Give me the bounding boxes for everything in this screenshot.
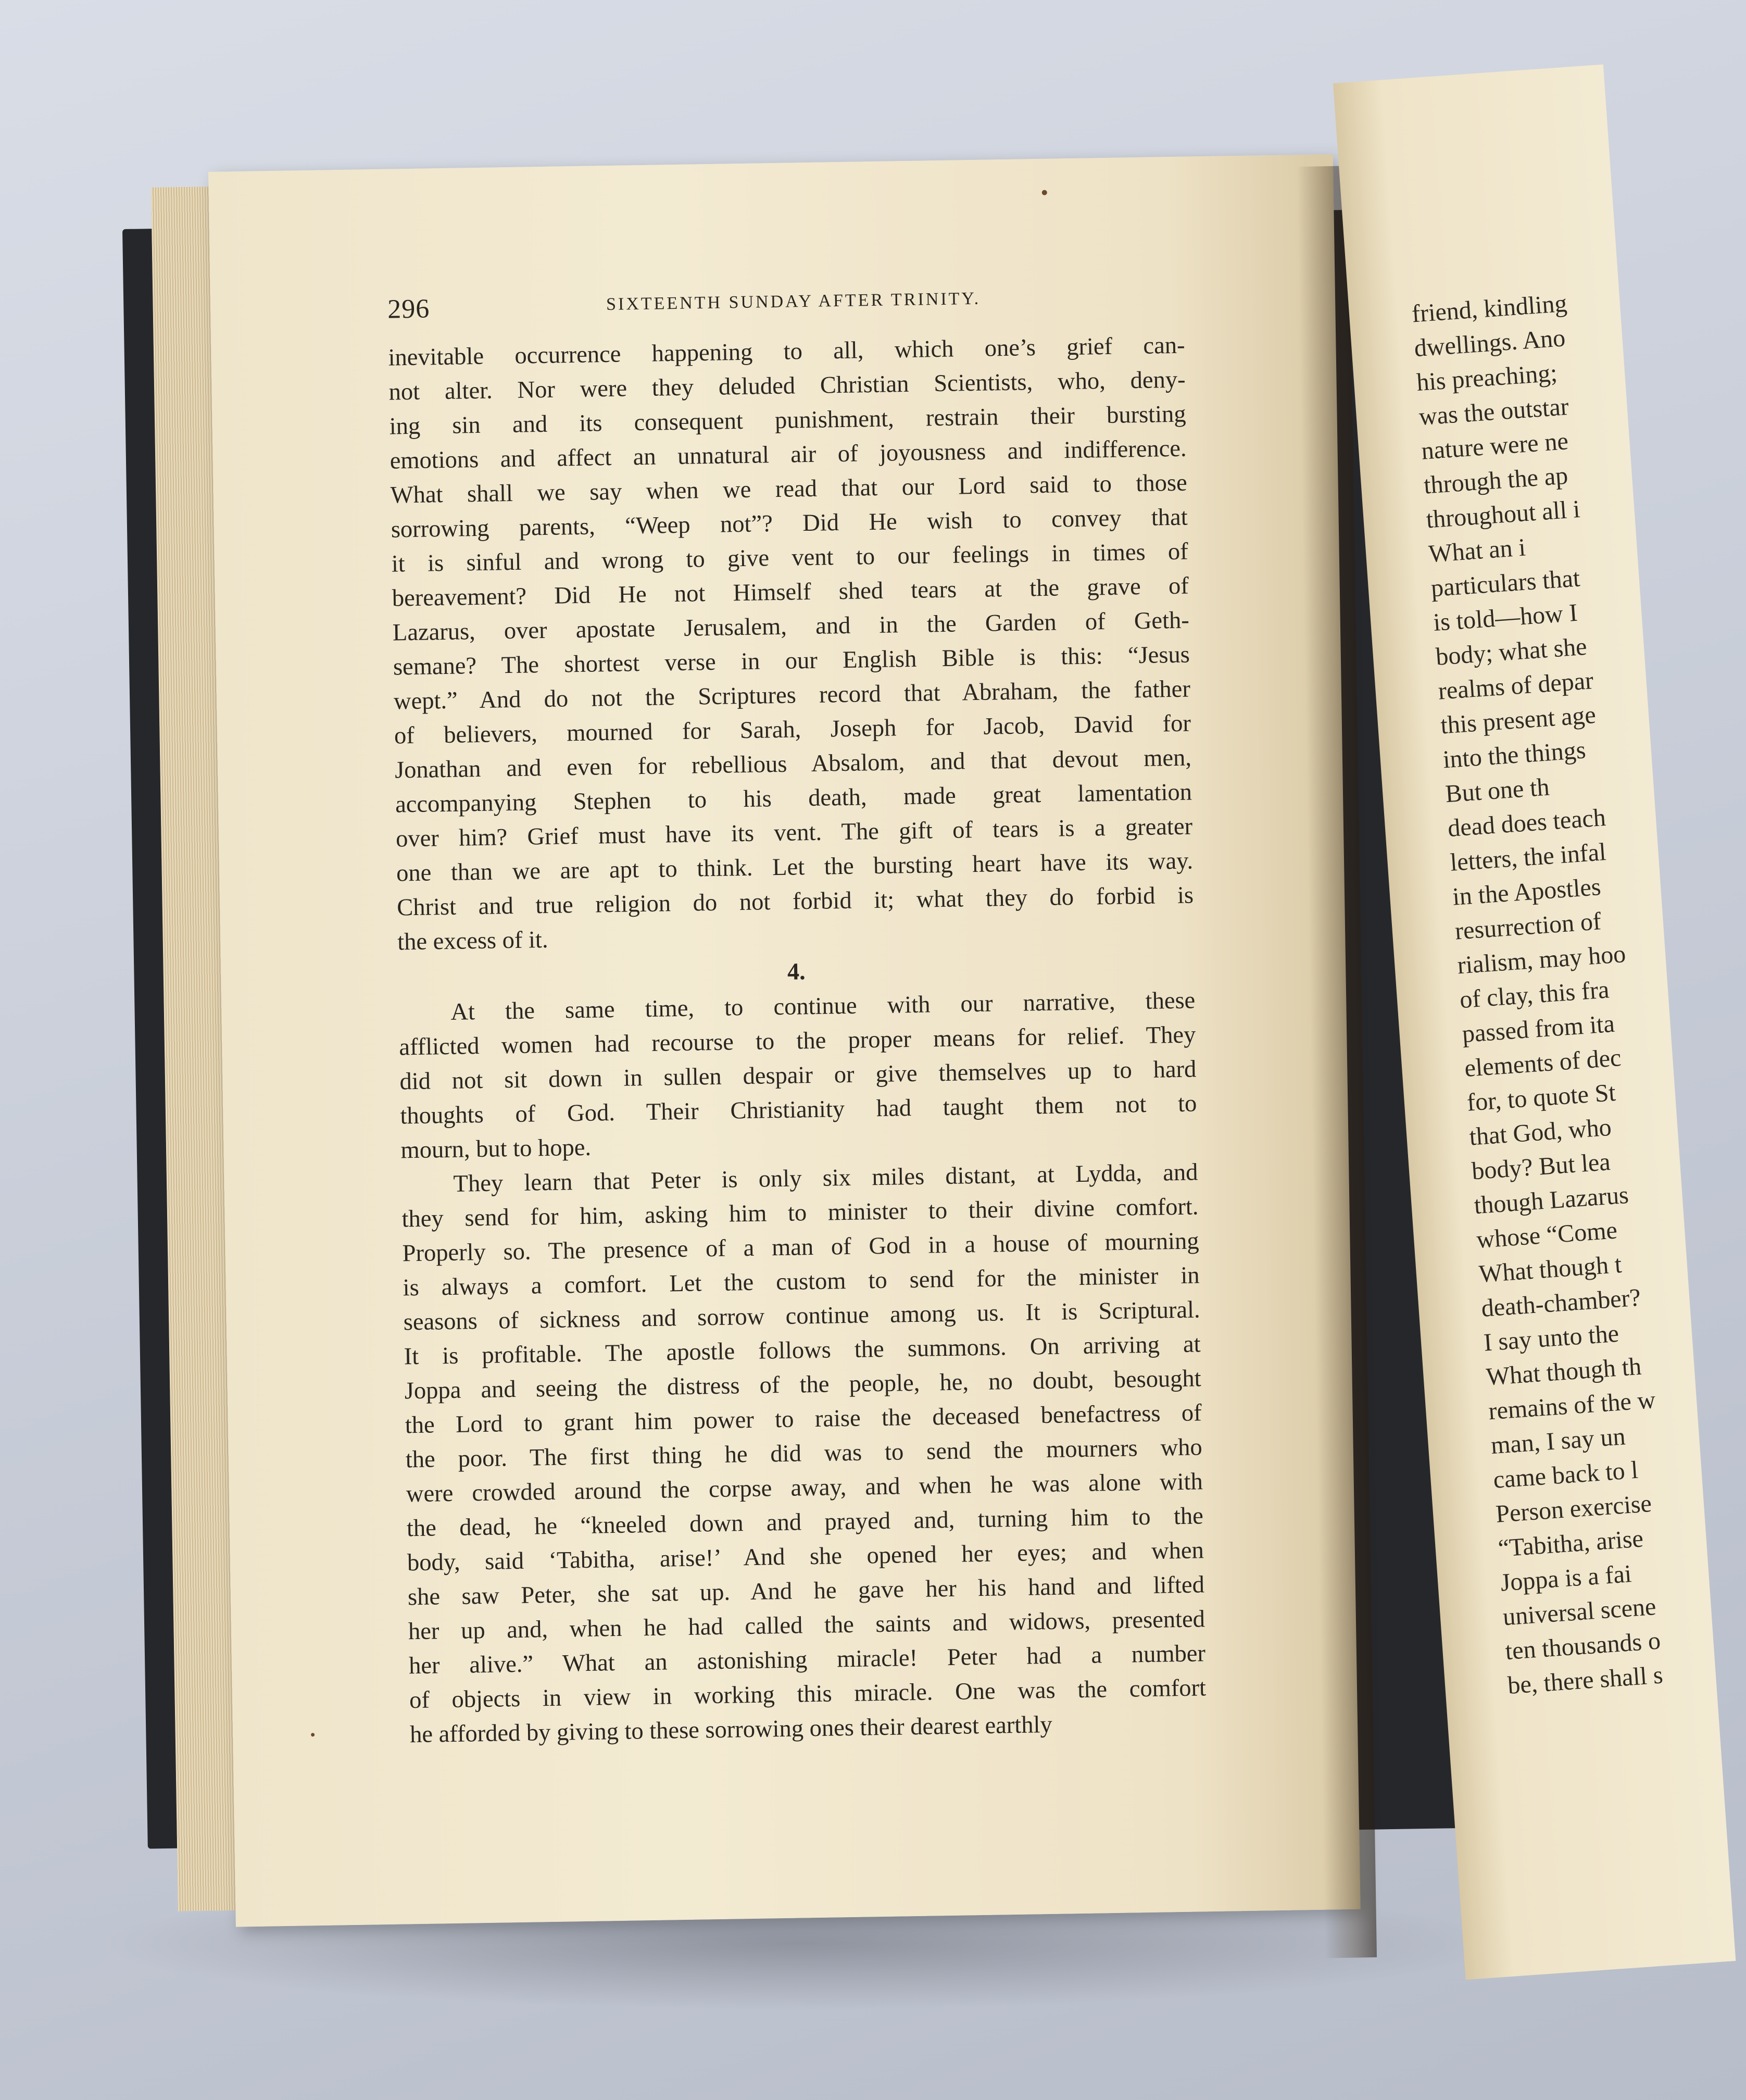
paragraph bbox=[388, 329, 1194, 960]
right-text-line: Joppa is a fai bbox=[1499, 1560, 1632, 1597]
body-text bbox=[388, 329, 1207, 1753]
paragraph bbox=[401, 1155, 1207, 1752]
right-text-line: of clay, this fra bbox=[1459, 976, 1610, 1014]
right-text-line: What though t bbox=[1478, 1250, 1623, 1288]
text-line: afflicted women had recourse to the proper means for relief. They bbox=[399, 1021, 1196, 1061]
text-line: Christ and true religion do not forbid it; what they do forbid is bbox=[396, 882, 1194, 921]
page-number: 296 bbox=[387, 294, 430, 324]
right-text-line: though Lazarus bbox=[1473, 1181, 1630, 1220]
right-text-line: dwellings. Ano bbox=[1413, 324, 1566, 362]
text-line: they send for him, asking him to minister to their divine comfort. bbox=[401, 1193, 1199, 1233]
right-text-line: for, to quote St bbox=[1466, 1078, 1617, 1117]
right-text-line: Person exercise bbox=[1494, 1490, 1653, 1528]
right-text-line: throughout all i bbox=[1425, 495, 1581, 534]
right-text-line: nature were ne bbox=[1420, 427, 1569, 465]
right-text-line: body? But lea bbox=[1471, 1147, 1612, 1185]
right-text-line: What an i bbox=[1427, 533, 1527, 568]
right-text-line: remains of the w bbox=[1487, 1386, 1656, 1426]
text-line: of believers, mourned for Sarah, Joseph for Jacob, David for bbox=[394, 710, 1191, 749]
text-line: emotions and affect an unnatural air of joyousness and indifference. bbox=[390, 435, 1187, 474]
right-text-line: universal scene bbox=[1502, 1592, 1657, 1631]
text-line: thoughts of God. Their Christianity had taught them not to bbox=[400, 1090, 1197, 1130]
right-text-line: ten thousands o bbox=[1504, 1627, 1662, 1666]
right-text-line: body; what she bbox=[1435, 632, 1588, 671]
text-line: At the same time, to continue with our narrative, these bbox=[450, 987, 1196, 1026]
right-text-line: came back to l bbox=[1492, 1456, 1639, 1494]
right-text-line: What though th bbox=[1485, 1352, 1642, 1391]
text-line: Properly so. The presence of a man of God in a house of mourning bbox=[402, 1228, 1199, 1267]
right-text-line: this present age bbox=[1439, 701, 1597, 740]
right-text-line: elements of dec bbox=[1463, 1044, 1622, 1082]
right-text-line: into the things bbox=[1442, 736, 1587, 774]
running-head bbox=[387, 280, 1263, 335]
right-text-line: be, there shall s bbox=[1506, 1661, 1664, 1700]
right-text-line: is told—how I bbox=[1432, 598, 1579, 637]
text-line: one than we are apt to think. Let the bursting heart have its way. bbox=[396, 847, 1194, 887]
text-line: is always a comfort. Let the custom to send for the minister in bbox=[403, 1262, 1200, 1302]
text-line: seasons of sickness and sorrow continue among us. It is Scriptural. bbox=[403, 1296, 1200, 1336]
right-text-line: through the ap bbox=[1423, 461, 1569, 499]
right-text-line: rialism, may hoo bbox=[1456, 940, 1627, 980]
text-line: her alive.” What an astonishing miracle! Peter had a number bbox=[408, 1640, 1206, 1680]
right-text-line: his preaching; bbox=[1415, 359, 1559, 397]
right-text-line: But one th bbox=[1444, 773, 1551, 808]
text-line: the dead, he “kneeled down and prayed and, turning him to the bbox=[406, 1503, 1204, 1542]
text-line: What shall we say when we read that our Lord said to those bbox=[390, 469, 1188, 509]
right-text-line: dead does teach bbox=[1447, 803, 1607, 843]
right-text-line: death-chamber? bbox=[1480, 1283, 1642, 1322]
paragraph bbox=[398, 983, 1198, 1168]
text-line: were crowded around the corpse away, and when he was alone with bbox=[406, 1468, 1203, 1508]
text-line: not alter. Nor were they deluded Christian Scientists, who, deny- bbox=[388, 366, 1186, 406]
right-text-line: I say unto the bbox=[1483, 1319, 1620, 1357]
right-page-text bbox=[1411, 282, 1727, 1703]
text-line: of objects in view in working this miracle. One was the comfort bbox=[409, 1674, 1207, 1714]
right-text-line: “Tabitha, arise bbox=[1497, 1524, 1644, 1562]
right-text-line: particulars that bbox=[1430, 564, 1581, 603]
right-text-line: in the Apostles bbox=[1451, 872, 1602, 911]
text-line: semane? The shortest verse in our English Bible is this: “Jesus bbox=[393, 641, 1190, 681]
right-text-line: man, I say un bbox=[1490, 1422, 1627, 1460]
text-line: Joppa and seeing the distress of the people, he, no doubt, besought bbox=[404, 1365, 1202, 1405]
text-line: They learn that Peter is only six miles distant, at Lydda, and bbox=[453, 1159, 1198, 1197]
text-line: her up and, when he had called the saints and widows, presented bbox=[408, 1606, 1205, 1645]
text-line: body, said ‘Tabitha, arise!’ And she opened her eyes; and when bbox=[407, 1537, 1204, 1577]
text-line: over him? Grief must have its vent. The gift of tears is a greater bbox=[395, 813, 1193, 853]
text-line: bereavement? Did He not Himself shed tears at the grave of bbox=[392, 572, 1189, 612]
right-text-line: friend, kindling bbox=[1411, 289, 1568, 328]
text-line: mourn, but to hope. bbox=[400, 1134, 592, 1164]
paper-speck bbox=[311, 1733, 315, 1736]
right-text-line: was the outstar bbox=[1418, 393, 1570, 431]
running-head-title: SIXTEENTH SUNDAY AFTER TRINITY. bbox=[606, 289, 981, 315]
text-line: sorrowing parents, “Weep not”? Did He wish to convey that bbox=[391, 504, 1188, 543]
text-line: accompanying Stephen to his death, made great lamentation bbox=[395, 779, 1192, 818]
text-line: did not sit down in sullen despair or give themselves up to hard bbox=[399, 1056, 1197, 1095]
right-text-line: whose “Come bbox=[1475, 1216, 1618, 1254]
text-line: inevitable occurrence happening to all, which one’s grief can- bbox=[388, 332, 1185, 371]
text-line: It is profitable. The apostle follows the summons. On arriving at bbox=[404, 1331, 1201, 1370]
right-text-line: passed from ita bbox=[1461, 1009, 1616, 1048]
text-line: ing sin and its consequent punishment, restrain their bursting bbox=[389, 401, 1186, 440]
text-line: Jonathan and even for rebellious Absalom, and that devout men, bbox=[394, 744, 1192, 784]
text-line: the poor. The first thing he did was to send the mourners who bbox=[405, 1434, 1203, 1473]
text-line: it is sinful and wrong to give vent to our feelings in times of bbox=[391, 538, 1189, 578]
text-line: the Lord to grant him power to raise the deceased benefactress of bbox=[405, 1399, 1202, 1439]
right-text-line: resurrection of bbox=[1454, 907, 1602, 945]
section-number: 4. bbox=[787, 958, 806, 985]
right-text-line: realms of depar bbox=[1437, 666, 1594, 705]
text-line: he afforded by giving to these sorrowing ones their dearest earthly bbox=[409, 1711, 1053, 1748]
text-line: wept.” And do not the Scriptures record that Abraham, the father bbox=[393, 676, 1191, 715]
right-text-line: letters, the infal bbox=[1449, 838, 1607, 877]
text-line: the excess of it. bbox=[397, 926, 548, 956]
text-line: Lazarus, over apostate Jerusalem, and in the Garden of Geth- bbox=[392, 607, 1190, 646]
right-text-line: that God, who bbox=[1468, 1113, 1613, 1151]
left-page bbox=[208, 154, 1361, 1927]
text-line: she saw Peter, she sat up. And he gave her his hand and lifted bbox=[407, 1571, 1205, 1611]
paper-speck bbox=[1042, 190, 1047, 195]
